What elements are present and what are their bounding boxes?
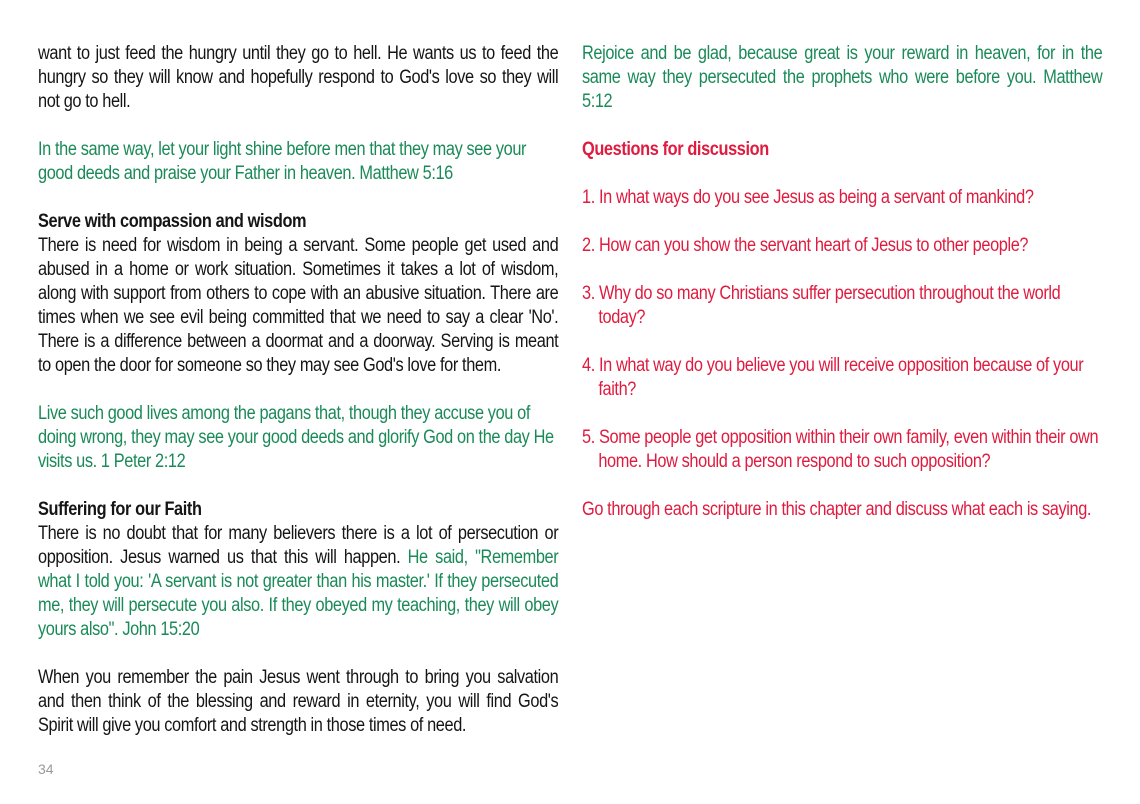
- wisdom-paragraph: There is need for wisdom in being a servant. Some people get used and abused in a home or work situation. Sometimes it takes a lot of wisdom, along with support from others to cope with an abusive situation. There are times when we see evil being committed that we need to say a clear 'No'. There is a difference between a doormat and a doorway. Serving is meant to open the door for someone so they may see God's love for them.: [38, 235, 559, 376]
- closing-instruction: Go through each scripture in this chapter and discuss what each is saying.: [582, 499, 1092, 520]
- spacer: [38, 114, 558, 138]
- spacer: [582, 162, 1102, 186]
- spacer: [582, 210, 1102, 234]
- comfort-paragraph: When you remember the pain Jesus went through to bring you salvation and then think of the blessing and reward in eternity, you will find God's Spirit will give you comfort and strength in those times of need.: [38, 667, 559, 736]
- spacer: [582, 258, 1102, 282]
- question-item: 5. Some people get opposition within their own family, even within their own home. How should a person respond to such opposition?: [582, 427, 1099, 472]
- question-item: 4. In what way do you believe you will receive opposition because of your faith?: [582, 355, 1084, 400]
- question-item: 2. How can you show the servant heart of Jesus to other people?: [582, 235, 1029, 256]
- section-heading-suffering: Suffering for our Faith: [38, 499, 202, 520]
- questions-heading: Questions for discussion: [582, 139, 769, 160]
- question-item: 1. In what ways do you see Jesus as being a servant of mankind?: [582, 187, 1034, 208]
- right-column: [582, 42, 1102, 522]
- spacer: [38, 642, 558, 666]
- left-column: [38, 42, 558, 738]
- spacer: [38, 474, 558, 498]
- spacer: [38, 378, 558, 402]
- spacer: [582, 402, 1102, 426]
- spacer: [582, 114, 1102, 138]
- persecution-text: There is no doubt that for many believers there is a lot of persecution or opposition. Jesus warned us that this will happen.: [38, 523, 559, 568]
- section-heading-compassion: Serve with compassion and wisdom: [38, 211, 307, 232]
- scripture-1-peter-2-12: Live such good lives among the pagans that, though they accuse you of doing wrong, they may see your good deeds and glorify God on the day He visits us. 1 Peter 2:12: [38, 403, 554, 472]
- spacer: [582, 330, 1102, 354]
- intro-paragraph: want to just feed the hungry until they go to hell. He wants us to feed the hungry so they will know and hopefully respond to God's love so they will not go to hell.: [38, 43, 559, 112]
- scripture-matthew-5-16: In the same way, let your light shine before men that they may see your good deeds and praise your Father in heaven. Matthew 5:16: [38, 139, 527, 184]
- page-number: 34: [38, 761, 54, 777]
- scripture-john-15-20: He said, "Remember what I told you: 'A servant is not greater than his master.' If they persecuted me, they will persecute you also. If they obeyed my teaching, they will obey yours also". John 15:20: [38, 547, 559, 640]
- question-item: 3. Why do so many Christians suffer persecution throughout the world today?: [582, 283, 1061, 328]
- spacer: [582, 474, 1102, 498]
- persecution-paragraph: [38, 522, 558, 642]
- spacer: [38, 186, 558, 210]
- scripture-matthew-5-12: Rejoice and be glad, because great is your reward in heaven, for in the same way they persecuted the prophets who were before you. Matthew 5:12: [582, 43, 1103, 112]
